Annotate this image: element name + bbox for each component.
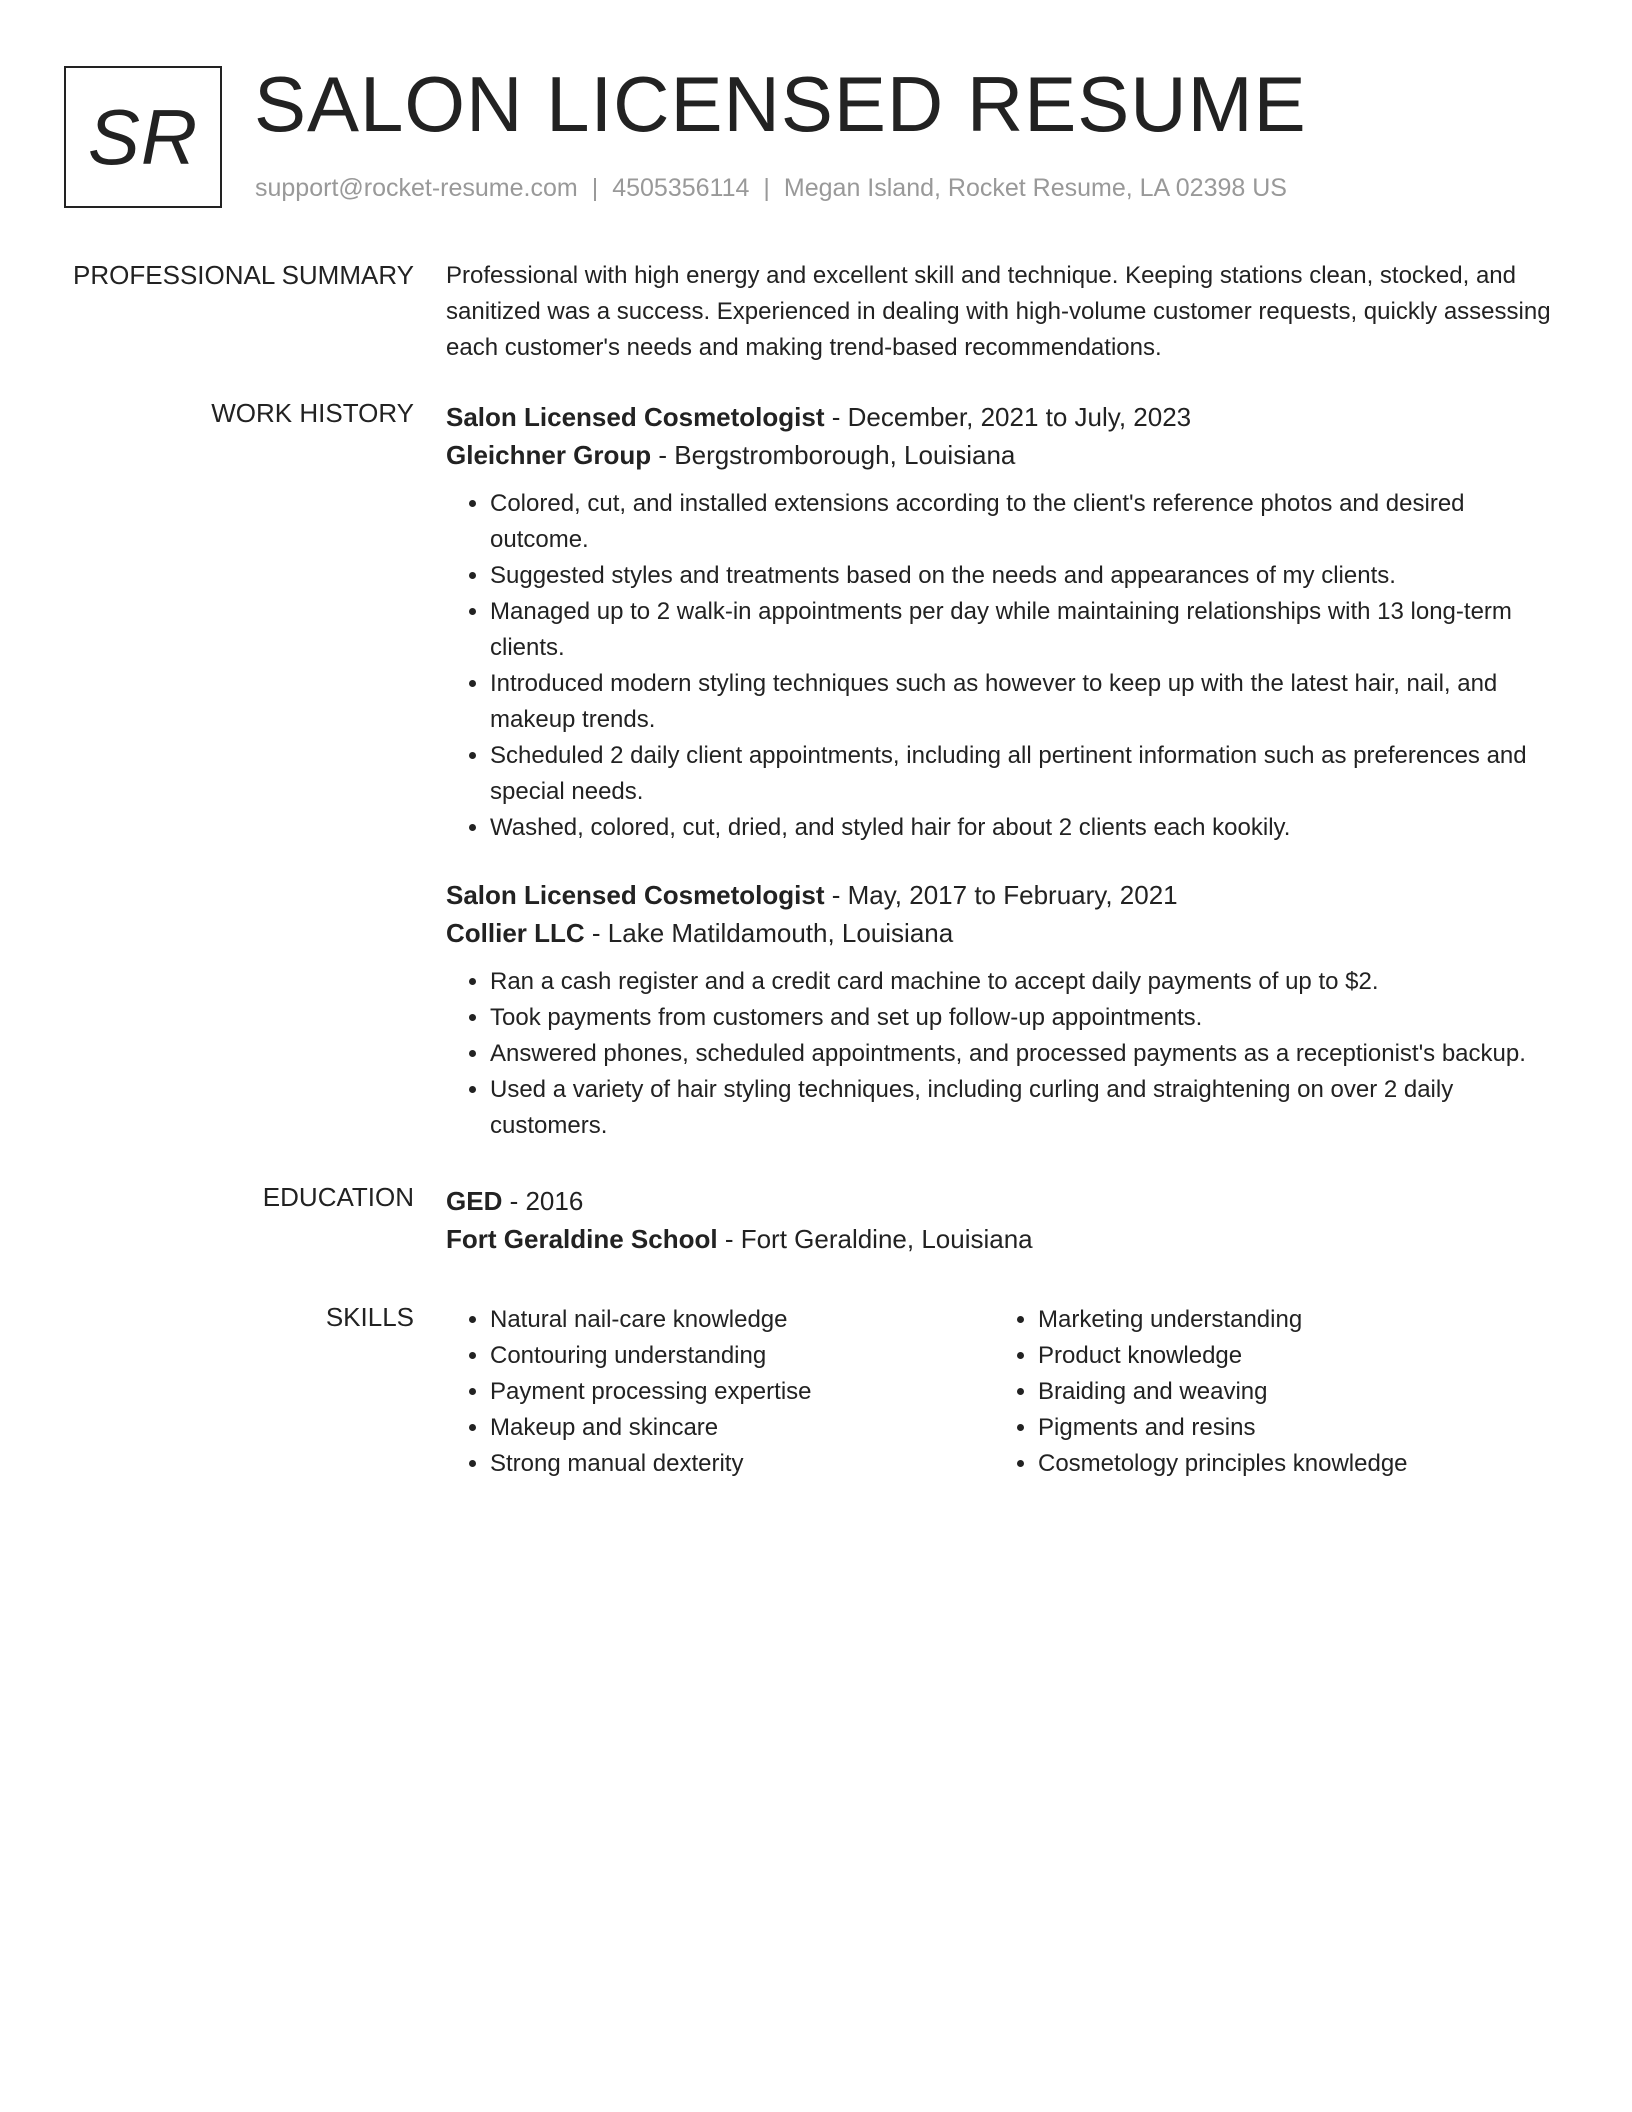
- skill-item: • Contouring understanding: [490, 1338, 994, 1374]
- skills-list: [446, 1302, 1566, 1482]
- monogram-badge: SR: [64, 66, 222, 208]
- job-location: - Lake Matildamouth, Louisiana: [584, 918, 954, 948]
- job-dates: - December, 2021 to July, 2023: [824, 402, 1192, 432]
- job-bullet: • Managed up to 2 walk-in appointments per day while maintaining relationships with 13 long-term clients.: [490, 594, 1566, 666]
- section-label-summary: PROFESSIONAL SUMMARY: [73, 260, 414, 290]
- education-body: [446, 1182, 1566, 1258]
- education-school: Fort Geraldine School: [446, 1224, 718, 1254]
- contact-email: support@rocket-resume.com: [255, 174, 578, 202]
- job-bullet: • Colored, cut, and installed extensions according to the client's reference photos and desired outcome.: [490, 486, 1566, 558]
- summary-text: Professional with high energy and excellent skill and technique. Keeping stations clean, stocked, and sanitized was a success. Experienced in dealing with high-volume customer requests, quickly assessing each customer's needs and making trend-based recommendations.: [446, 262, 1551, 361]
- skill-item: • Cosmetology principles knowledge: [1038, 1446, 1542, 1482]
- education-location: - Fort Geraldine, Louisiana: [717, 1224, 1033, 1254]
- job-bullet: • Washed, colored, cut, dried, and styled hair for about 2 clients each kookily.: [490, 810, 1566, 846]
- work-history-body: [446, 398, 1566, 1144]
- contact-separator: |: [763, 174, 770, 202]
- job-bullet: • Ran a cash register and a credit card machine to accept daily payments of up to $2.: [490, 964, 1566, 1000]
- job-bullet: • Took payments from customers and set up follow-up appointments.: [490, 1000, 1566, 1036]
- job-entry: [446, 398, 1566, 846]
- job-company: Collier LLC: [446, 918, 585, 948]
- job-company-line: [446, 914, 1566, 952]
- page-title: SALON LICENSED RESUME: [254, 60, 1307, 148]
- job-title-line: [446, 876, 1566, 914]
- job-bullet: • Suggested styles and treatments based on the needs and appearances of my clients.: [490, 558, 1566, 594]
- skills-column-right: [994, 1302, 1542, 1482]
- job-title: Salon Licensed Cosmetologist: [446, 880, 825, 910]
- job-bullets: [446, 964, 1566, 1144]
- job-title: Salon Licensed Cosmetologist: [446, 402, 825, 432]
- job-bullet: • Answered phones, scheduled appointments, and processed payments as a receptionist's backup.: [490, 1036, 1566, 1072]
- job-company-line: [446, 436, 1566, 474]
- skill-item: • Payment processing expertise: [490, 1374, 994, 1410]
- job-bullets: [446, 486, 1566, 846]
- skill-item: • Product knowledge: [1038, 1338, 1542, 1374]
- contact-separator: |: [591, 174, 599, 202]
- skills-column-left: [446, 1302, 994, 1482]
- skill-item: • Natural nail-care knowledge: [490, 1302, 994, 1338]
- job-bullet: • Used a variety of hair styling techniques, including curling and straightening on over 2 daily customers.: [490, 1072, 1566, 1144]
- skill-item: • Braiding and weaving: [1038, 1374, 1542, 1410]
- section-label-work-history: WORK HISTORY: [211, 398, 414, 428]
- education-school-line: [446, 1220, 1566, 1258]
- education-degree-line: [446, 1182, 1566, 1220]
- job-company: Gleichner Group: [446, 440, 652, 470]
- education-year: - 2016: [502, 1186, 584, 1216]
- job-location: - Bergstromborough, Louisiana: [651, 440, 1016, 470]
- contact-phone: 4505356114: [612, 174, 750, 202]
- contact-line: [255, 174, 1287, 203]
- skill-item: • Marketing understanding: [1038, 1302, 1542, 1338]
- job-bullet: • Introduced modern styling techniques such as however to keep up with the latest hair, nail, and makeup trends.: [490, 666, 1566, 738]
- job-title-line: [446, 398, 1566, 436]
- job-entry: [446, 876, 1566, 1144]
- section-label-skills: SKILLS: [325, 1302, 414, 1332]
- section-label-education: EDUCATION: [262, 1182, 414, 1212]
- skill-item: • Strong manual dexterity: [490, 1446, 994, 1482]
- education-degree: GED: [446, 1186, 503, 1216]
- skill-item: • Makeup and skincare: [490, 1410, 994, 1446]
- job-dates: - May, 2017 to February, 2021: [824, 880, 1178, 910]
- job-bullet: • Scheduled 2 daily client appointments, including all pertinent information such as preferences and special needs.: [490, 738, 1566, 810]
- contact-address: Megan Island, Rocket Resume, LA 02398 US: [783, 174, 1287, 202]
- resume-header: [64, 60, 1584, 210]
- skill-item: • Pigments and resins: [1038, 1410, 1542, 1446]
